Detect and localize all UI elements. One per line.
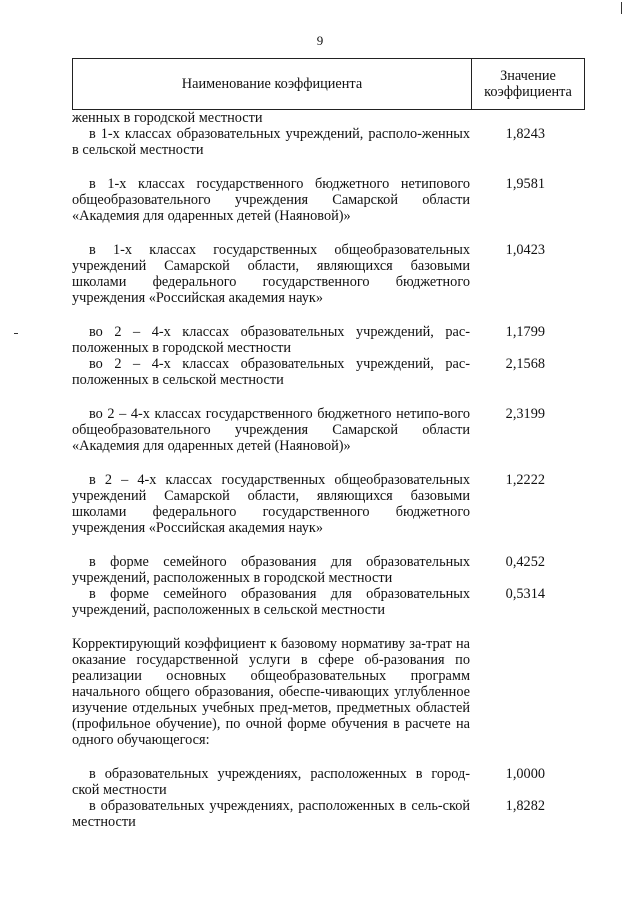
section-heading: Корректирующий коэффициент к базовому нормативу за-трат на оказание государственной услуги в сфере об-разования по реализации основных общеобразовательных программ начального общего образования, обеспе-чивающих углубленное изучение отдельных учебных пред-метов, предметных областей (профильное обучение), по очной форме обучения в расчете на одного обучающегося: xyxy=(72,636,470,748)
coefficient-table xyxy=(72,58,585,830)
row-value xyxy=(470,636,585,748)
table-body xyxy=(72,110,585,830)
table-row xyxy=(72,554,585,586)
row-value: 1,0000 xyxy=(505,766,545,782)
row-value: 2,1568 xyxy=(505,356,545,372)
row-name: в форме семейного образования для образовательных учреждений, расположенных в сельской местности xyxy=(72,586,470,618)
table-row xyxy=(72,126,585,158)
row-value: 1,2222 xyxy=(505,472,545,488)
row-name: во 2 – 4-х классах государственного бюджетного нетипо-вого общеобразовательного учреждения Самарской области «Академия для одаренных детей (Наяновой)» xyxy=(72,406,470,454)
row-value: 2,3199 xyxy=(505,406,545,422)
row-value: 0,4252 xyxy=(505,554,545,570)
row-name: в 1-х классах государственных общеобразовательных учреждений Самарской области, являющихся базовыми школами федерального государственного бюджетного учреждения «Российская академия наук» xyxy=(72,242,470,306)
table-row xyxy=(72,176,585,224)
table-row xyxy=(72,586,585,618)
row-value: 1,9581 xyxy=(505,176,545,192)
table-row xyxy=(72,324,585,356)
row-value: 0,5314 xyxy=(505,586,545,602)
table-row xyxy=(72,766,585,798)
row-name: в 2 – 4-х классах государственных общеобразовательных учреждений Самарской области, являющихся базовыми школами федерального государственного бюджетного учреждения «Российская академия наук» xyxy=(72,472,470,536)
header-coefficient-name: Наименование коэффициента xyxy=(73,59,472,109)
table-header xyxy=(72,58,585,110)
header-coefficient-value: Значение коэффициента xyxy=(484,68,572,100)
row-value: 1,8243 xyxy=(505,126,545,142)
table-row xyxy=(72,798,585,830)
table-row xyxy=(72,472,585,536)
table-row xyxy=(72,242,585,306)
scan-mark-top-right xyxy=(621,2,622,14)
row-name: в образовательных учреждениях, расположенных в город-ской местности xyxy=(72,766,470,798)
row-name: в форме семейного образования для образовательных учреждений, расположенных в городской местности xyxy=(72,554,470,586)
row-name: в образовательных учреждениях, расположенных в сель-ской местности xyxy=(72,798,470,830)
table-row xyxy=(72,636,585,748)
row-name: в 1-х классах государственного бюджетного нетипового общеобразовательного учреждения Самарской области «Академия для одаренных детей (Наяновой)» xyxy=(72,176,470,224)
table-row xyxy=(72,356,585,388)
row-name: во 2 – 4-х классах образовательных учреждений, рас-положенных в городской местности xyxy=(72,324,470,356)
row-value: 1,8282 xyxy=(505,798,545,814)
table-row xyxy=(72,406,585,454)
row-continuation: женных в городской местности xyxy=(72,110,263,126)
row-name: во 2 – 4-х классах образовательных учреждений, рас-положенных в сельской местности xyxy=(72,356,470,388)
scan-mark-left xyxy=(14,333,18,334)
row-value: 1,1799 xyxy=(505,324,545,340)
row-value: 1,0423 xyxy=(505,242,545,258)
page-number: 9 xyxy=(316,33,324,48)
table-row xyxy=(72,110,585,126)
row-name: в 1-х классах образовательных учреждений, располо-женных в сельской местности xyxy=(72,126,470,158)
